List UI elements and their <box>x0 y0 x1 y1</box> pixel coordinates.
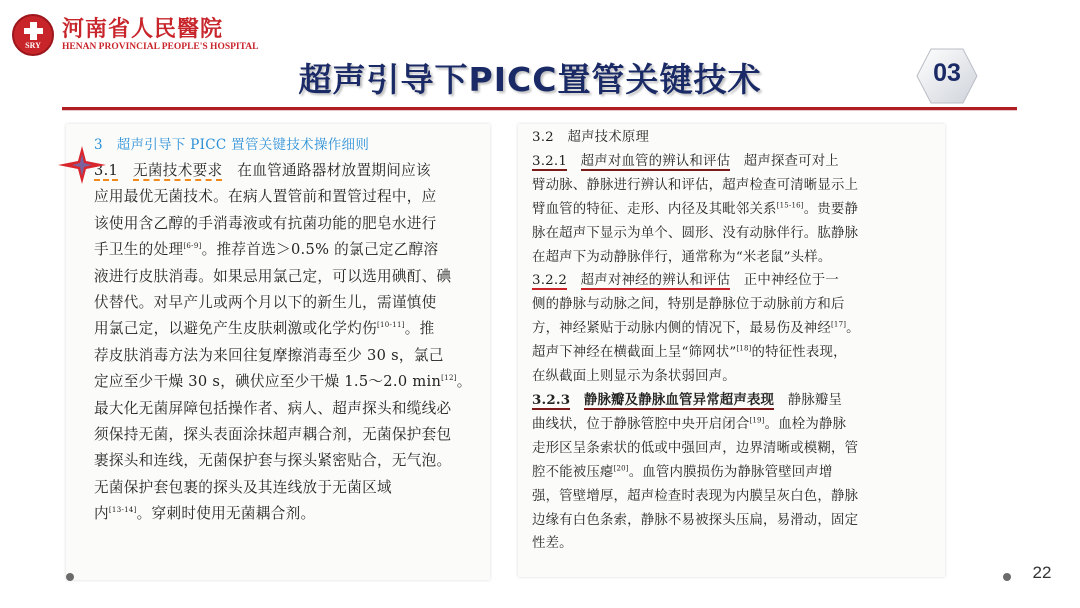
right-document-excerpt <box>518 124 945 577</box>
text-line: 手卫生的处理 <box>94 241 184 259</box>
subsection-heading: 3.2 超声技术原理 <box>532 130 650 145</box>
text-line: 臂血管的特征、走形、内径及其毗邻关系 <box>532 201 777 217</box>
text-line: 的特征性表现， <box>751 345 847 361</box>
text-line: 曲线状，位于静脉管腔中央开启闭合 <box>532 416 750 432</box>
subsection-number: 3.1 <box>94 162 119 179</box>
citation: [13-14] <box>108 506 137 515</box>
citation: [10-11] <box>376 321 405 330</box>
text-line: 该使用含乙醇的手消毒液或有抗菌功能的肥皂水进行 <box>94 214 437 232</box>
text-line: 性差。 <box>532 536 573 552</box>
logo-chinese-name: 河南省人民醫院 <box>62 16 224 42</box>
citation: [20] <box>613 464 629 473</box>
text-line: 超声探查可对上 <box>743 153 839 169</box>
subsection-title: 超声对血管的辨认和评估 <box>580 153 731 169</box>
left-document-excerpt <box>66 124 490 580</box>
text-line: 。推荐首选＞0.5% 的氯己定乙醇溶 <box>201 241 439 259</box>
text-line: 。推 <box>404 320 435 338</box>
section-heading: 3 超声引导下 PICC 置管关键技术操作细则 <box>94 137 370 153</box>
text-line: 侧的静脉与动脉之间，特别是静脉位于动脉前方和后 <box>532 297 845 313</box>
footer-dot-left <box>66 573 74 581</box>
text-line: 最大化无菌屏障包括操作者、病人、超声探头和缆线必 <box>94 399 452 417</box>
subsection-title: 超声对神经的辨认和评估 <box>580 273 731 289</box>
section-badge <box>915 47 979 105</box>
subsection-number: 3.2.1 <box>532 153 568 169</box>
citation: [15-16] <box>776 201 804 210</box>
text-line: 静脉瓣呈 <box>787 392 843 408</box>
text-line: 。 <box>456 373 472 391</box>
text-line: 。 <box>846 321 860 337</box>
section-number: 03 <box>933 59 961 87</box>
hospital-logo <box>12 12 259 58</box>
text-line: 荐皮肤消毒方法为来回往复摩擦消毒至少 30 s，氯己 <box>94 346 444 364</box>
text-line: 。血管内膜损伤为静脉管壁回声增 <box>628 464 833 480</box>
text-line: 无菌保护套包裹的探头及其连线放于无菌区域 <box>94 478 392 496</box>
text-line: 边缘有白色条索，静脉不易被探头压扁，易滑动，固定 <box>532 512 859 528</box>
text-line: 伏替代。对早产儿或两个月以下的新生儿，需谨慎使 <box>94 294 437 312</box>
star-marker-icon <box>58 146 106 184</box>
text-line: 在纵截面上则显示为条状弱回声。 <box>532 369 736 385</box>
subsection-title: 静脉瓣及静脉血管异常超声表现 <box>583 391 775 408</box>
subsection-title: 无菌技术要求 <box>133 162 223 179</box>
text-line: 在血管通路器材放置期间应该 <box>237 162 431 179</box>
text-line: 正中神经位于一 <box>743 273 839 289</box>
text-line: 定应至少干燥 30 s，碘伏应至少干燥 1.5～2.0 min <box>94 373 442 391</box>
text-line: 内 <box>94 505 109 523</box>
text-line: 腔不能被压瘪 <box>532 464 614 480</box>
text-line: 。穿刺时使用无菌耦合剂。 <box>136 505 316 523</box>
citation: [12] <box>441 374 457 383</box>
text-line: 须保持无菌，探头表面涂抹超声耦合剂，无菌保护套包 <box>94 426 452 444</box>
page-number: 22 <box>1032 563 1052 582</box>
text-line: 应用最优无菌技术。在病人置管前和置管过程中，应 <box>94 188 437 206</box>
subsection-number: 3.2.3 <box>532 391 571 408</box>
subsection-number: 3.2.2 <box>532 273 568 289</box>
text-line: 裹探头和连线，无菌保护套与探头紧密贴合，无气泡。 <box>94 452 452 470</box>
citation: [18] <box>736 344 752 353</box>
citation: [6-9] <box>183 242 202 251</box>
text-line: 脉在超声下显示为单个、圆形、没有动脉伴行。肱静脉 <box>532 225 859 241</box>
text-line: 。贵要静 <box>803 201 859 217</box>
text-line: 。血栓为静脉 <box>764 416 847 432</box>
footer-dot-right <box>1003 573 1011 581</box>
logo-emblem-icon <box>12 14 54 56</box>
citation: [19] <box>749 416 765 425</box>
logo-abbr: SRY <box>25 41 41 50</box>
text-line: 液进行皮肤消毒。如果忌用氯己定，可以选用碘酊、碘 <box>94 267 452 285</box>
text-line: 用氯己定，以避免产生皮肤刺激或化学灼伤 <box>94 320 377 338</box>
page-title: 超声引导下PICC置管关键技术 <box>298 60 762 99</box>
text-line: 强，管壁增厚，超声检查时表现为内膜呈灰白色，静脉 <box>532 488 859 504</box>
text-line: 在超声下为动静脉伴行，通常称为“米老鼠”头样。 <box>532 249 832 265</box>
citation: [17] <box>831 320 847 329</box>
text-line: 超声下神经在横截面上呈“筛网状” <box>532 345 737 361</box>
text-line: 方，神经紧贴于动脉内侧的情况下，最易伤及神经 <box>532 321 831 337</box>
text-line: 臂动脉、静脉进行辨认和评估，超声检查可清晰显示上 <box>532 177 859 193</box>
text-line: 走形区呈条索状的低或中强回声，边界清晰或模糊，管 <box>532 440 859 456</box>
logo-english-name: HENAN PROVINCIAL PEOPLE'S HOSPITAL <box>62 42 259 52</box>
